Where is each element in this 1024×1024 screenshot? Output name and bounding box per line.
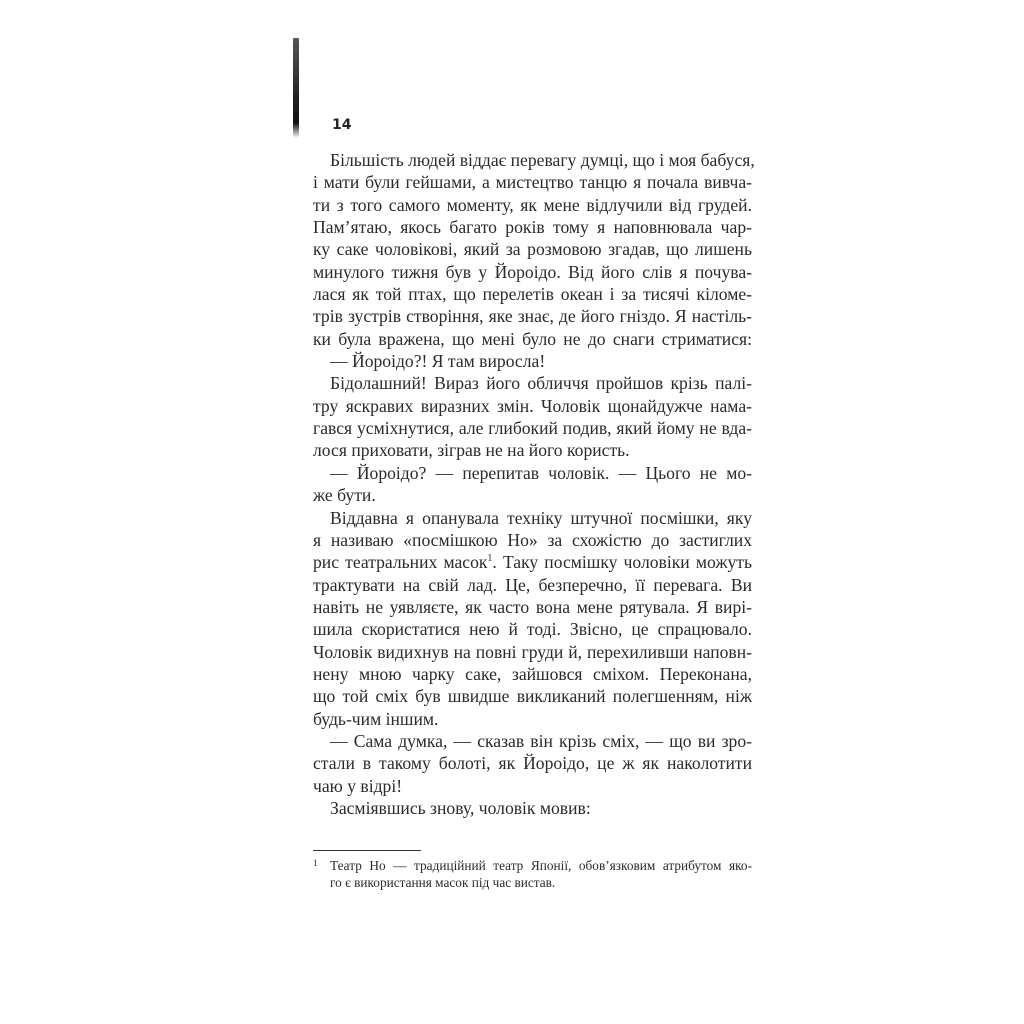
text-line: Віддавна я опанувала техніку штучної посмішки, яку: [330, 507, 752, 528]
text-line: лося приховати, зіграв не на його користь.: [313, 440, 630, 461]
footnote-line: го є використання масок під час вистав.: [330, 875, 556, 890]
text-line: Більшість людей віддає перевагу думці, що і моя бабуся,: [330, 150, 755, 170]
text-line: Пам’ятаю, якось багато років тому я наповнювала чар-: [313, 217, 752, 238]
text-line: нену мною чарку саке, зайшовся сміхом. Переконана,: [313, 663, 752, 684]
text-line: — Сама думка, — сказав він крізь сміх, — що ви зро-: [330, 730, 752, 751]
footnote: [313, 857, 752, 891]
text-line: ку саке чоловікові, який за розмовою згадав, що лишень: [313, 239, 752, 260]
text-line: [313, 551, 752, 573]
text-line: ти з того самого моменту, як мене відлучили від грудей.: [313, 194, 752, 215]
footnote-mark: 1: [313, 858, 318, 868]
text-line: будь-чим іншим.: [313, 708, 439, 729]
text-line: стали в такому болоті, як Йороідо, це ж як наколотити: [313, 753, 752, 774]
text-line: і мати були гейшами, а мистецтво танцю я почала вивча-: [313, 172, 752, 193]
text-line: чаю у відрі!: [313, 775, 403, 796]
text-span: . Таку посмішку чоловіки можуть: [492, 552, 752, 573]
text-line: трактувати на свій лад. Це, безперечно, її перевага. Ви: [313, 574, 752, 595]
text-line: лася як той птах, що перелетів океан і за тисячі кіломе-: [313, 284, 752, 305]
footnote-line: Театр Но — традиційний театр Японії, обов’язковим атрибутом яко-: [330, 858, 752, 873]
text-line: — Йороідо?! Я там виросла!: [330, 351, 546, 372]
text-line: тру яскравих виразних змін. Чоловік щонайдужче нама-: [313, 395, 752, 416]
text-line: я називаю «посмішкою Но» за схожістю до застиглих: [313, 529, 752, 550]
page-number: 14: [332, 117, 352, 133]
footnote-reference: 1: [487, 553, 493, 565]
page-edge-bar: [293, 38, 299, 138]
text-span: рис театральних масок: [313, 552, 488, 573]
footnote-divider: [313, 850, 421, 851]
text-line: же бути.: [313, 485, 376, 506]
text-line: гався усміхнутися, але глибокий подив, який йому не вда-: [313, 418, 752, 439]
text-line: навіть не уявляєте, як часто вона мене рятувала. Я вирі-: [313, 596, 752, 617]
text-line: Бідолашний! Вираз його обличчя пройшов крізь палі-: [330, 373, 752, 394]
text-line: трів зустрів створіння, яке знає, де його гніздо. Я настіль-: [313, 306, 752, 327]
text-line: Чоловік видихнув на повні груди й, перехиливши наповн-: [313, 641, 752, 662]
text-line: минулого тижня був у Йороідо. Від його слів я почува-: [313, 261, 752, 282]
text-line: Засміявшись знову, чоловік мовив:: [330, 797, 591, 818]
text-line: що той сміх був швидше викликаний полегшенням, ніж: [313, 686, 752, 707]
text-line: ки була вражена, що мені було не до снаги стриматися:: [313, 328, 752, 349]
text-line: шила скористатися нею й тоді. Звісно, це спрацювало.: [313, 619, 752, 640]
body-text: [313, 149, 755, 819]
text-line: — Йороідо? — перепитав чоловік. — Цього не мо-: [330, 462, 752, 483]
